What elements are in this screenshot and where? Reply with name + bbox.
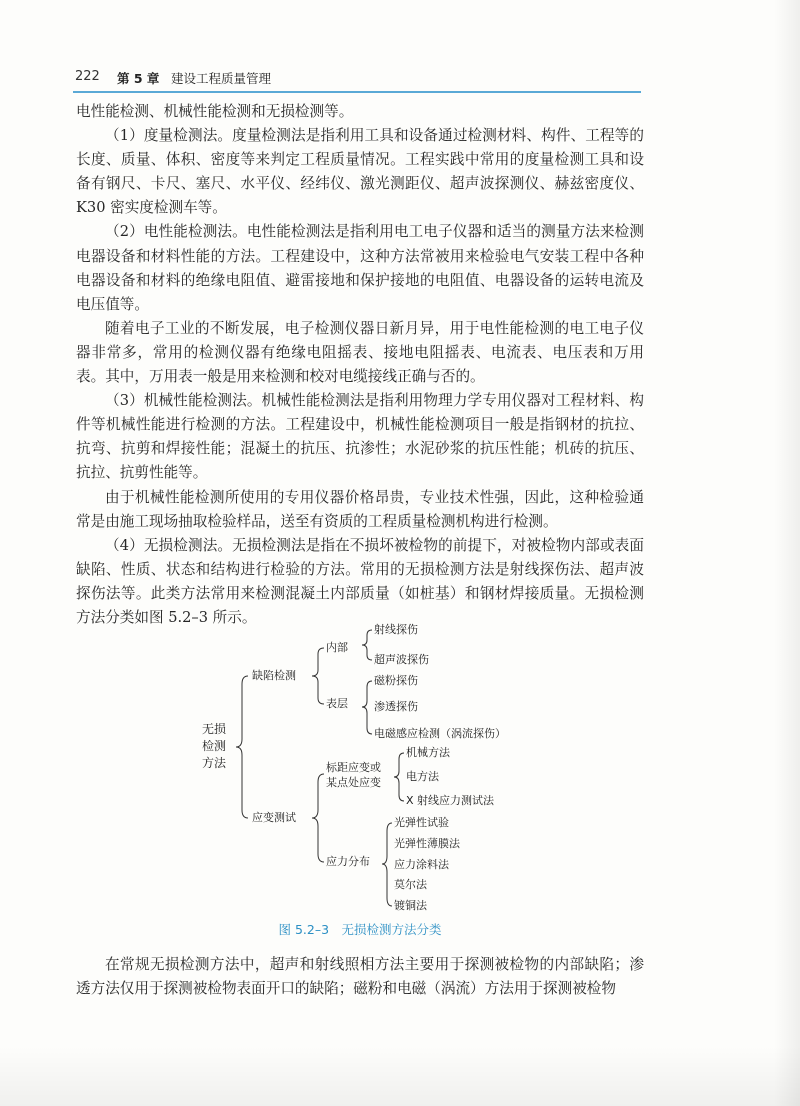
leaf: 超声波探伤 (374, 653, 429, 666)
figure-caption: 图 5.2–3 无损检测方法分类 (278, 922, 442, 937)
running-header (73, 66, 641, 92)
leaf: 莫尔法 (394, 878, 427, 891)
brace-stress (382, 823, 392, 906)
chapter-title: 建设工程质量管理 (171, 71, 272, 86)
chapter-label: 第 5 章 (117, 71, 160, 86)
page-edge-shadow (774, 0, 800, 1106)
leaf: 光弹性试验 (394, 816, 449, 829)
main-text (76, 100, 644, 630)
page-number: 222 (75, 69, 100, 84)
page-bottom-shadow (0, 1046, 800, 1106)
paragraph: （1）度量检测法。度量检测法是指利用工具和设备通过检测材料、构件、工程等的长度、质量、体积、密度等来判定工程质量情况。工程实践中常用的度量检测工具和设备有钢尺、卡尺、塞尺、水平仪、经纬仪、激光测距仪、超声波探测仪、赫兹密度仪、K30 密实度检测车等。 (76, 127, 644, 217)
node-internal: 内部 (326, 641, 348, 654)
node-defect: 缺陷检测 (252, 669, 296, 682)
node-stress: 应力分布 (326, 855, 370, 868)
node-surface: 表层 (326, 697, 348, 710)
leaf: 射线探伤 (374, 623, 418, 636)
leaf: 电磁感应检测（涡流探伤） (374, 727, 506, 740)
leaf: 电方法 (406, 770, 439, 783)
leaf: 渗透探伤 (374, 700, 418, 713)
leaf: 镀铜法 (394, 899, 427, 912)
paragraph: （3）机械性能检测法。机械性能检测法是指利用物理力学专用仪器对工程材料、构件等机械性能进行检测的方法。工程建设中，机械性能检测项目一般是指钢材的抗拉、抗弯、抗剪和焊接性能；混凝土的抗压、抗渗性；水泥砂浆的抗压性能；机砖的抗压、抗拉、抗剪性能等。 (76, 392, 644, 482)
brace-strain (312, 774, 324, 862)
leaf: X 射线应力测试法 (406, 794, 495, 807)
brace-surface (362, 681, 372, 734)
header-rule (73, 91, 641, 93)
leaf: 机械方法 (406, 746, 450, 759)
paragraph: （4）无损检测法。无损检测法是指在不损坏被检物的前提下，对被检物内部或表面缺陷、性质、状态和结构进行检验的方法。常用的无损检测方法是射线探伤法、超声波探伤法等。此类方法常用来检测混凝土内部质量（如桩基）和钢材焊接质量。无损检测方法分类如图 5.2–3 所示。 (76, 536, 644, 626)
brace-point (394, 753, 404, 801)
node-strain: 应变测试 (252, 811, 296, 824)
brace-root (236, 676, 248, 818)
paragraph: 由于机械性能检测所使用的专用仪器价格昂贵，专业技术性强，因此，这种检验通常是由施工现场抽取检验样品，送至有资质的工程质量检测机构进行检测。 (76, 488, 644, 530)
brace-internal (362, 630, 372, 660)
paragraph: 电性能检测、机械性能检测和无损检测等。 (76, 103, 354, 120)
brace-defect (312, 648, 324, 704)
leaf: 应力涂料法 (394, 858, 449, 871)
closing-text (76, 953, 644, 1001)
diagram-root: 无损检测方法 (202, 722, 227, 770)
leaf: 磁粉探伤 (374, 674, 418, 687)
paragraph: （2）电性能检测法。电性能检测法是指利用电工电子仪器和适当的测量方法来检测电器设备和材料性能的方法。工程建设中，这种方法常被用来检验电气安装工程中各种电器设备和材料的绝缘电阻值、避雷接地和保护接地的电阻值、电器设备的运转电流及电压值等。 (76, 223, 644, 313)
node-point-strain: 标距应变或某点处应变 (326, 761, 381, 789)
classification-diagram (196, 612, 536, 922)
leaf: 光弹性薄膜法 (394, 837, 460, 850)
paragraph: 在常规无损检测方法中，超声和射线照相方法主要用于探测被检物的内部缺陷；渗透方法仅用于探测被检物表面开口的缺陷；磁粉和电磁（涡流）方法用于探测被检物 (76, 956, 644, 998)
paragraph: 随着电子工业的不断发展，电子检测仪器日新月异，用于电性能检测的电工电子仪器非常多，常用的检测仪器有绝缘电阻摇表、接地电阻摇表、电流表、电压表和万用表。其中，万用表一般是用来检测和校对电缆接线正确与否的。 (76, 319, 644, 386)
